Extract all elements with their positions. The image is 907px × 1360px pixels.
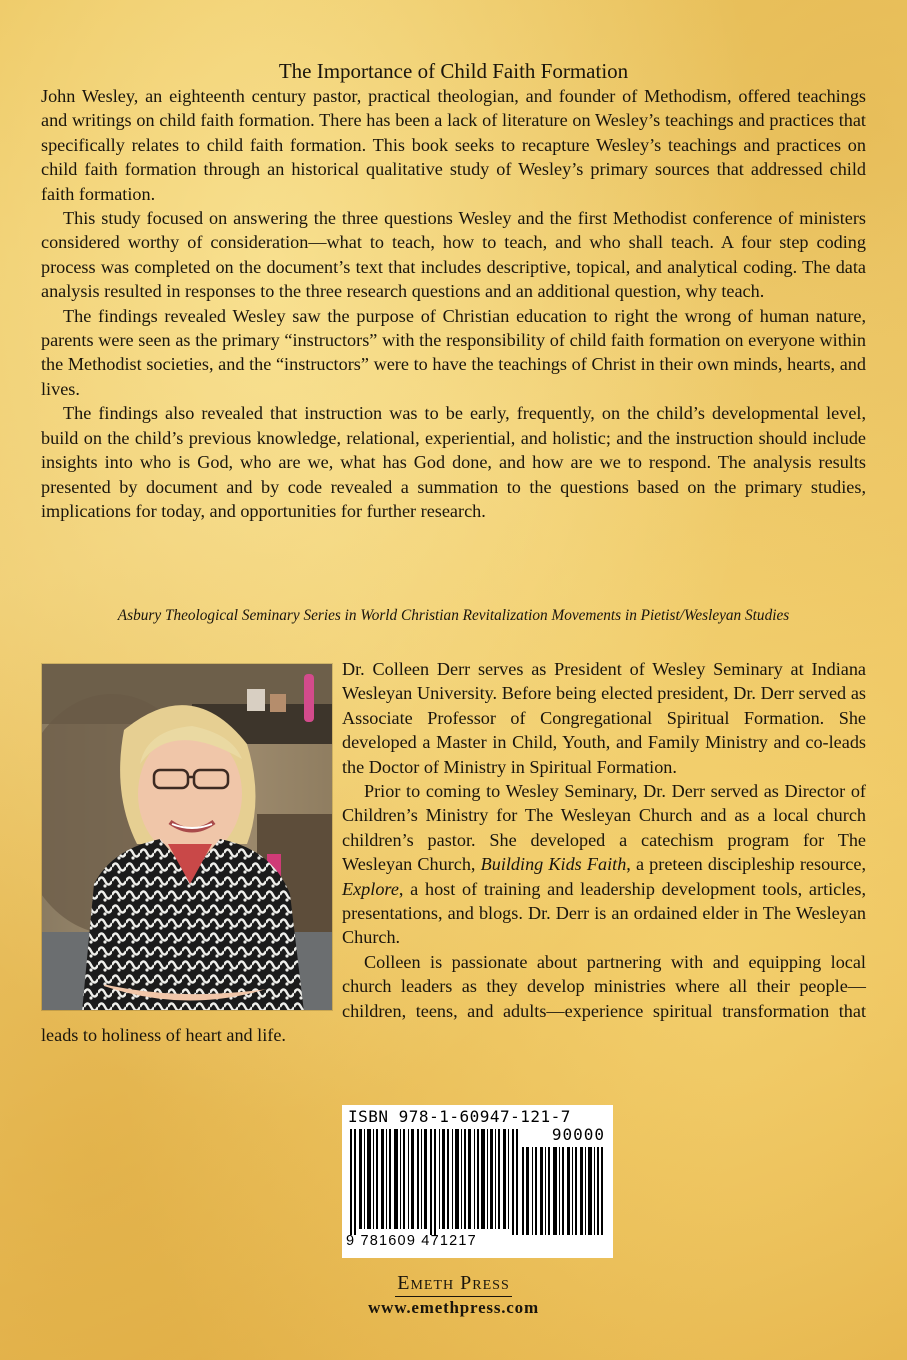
book-description: [41, 84, 866, 523]
publisher-url: www.emethpress.com: [368, 1298, 539, 1317]
book-title-explore: Explore: [342, 878, 399, 899]
bio-text: , a host of training and leadership development tools, articles, presentations, and blogs. Dr. Derr is an ordained elder in The Wesleyan Church.: [342, 878, 866, 948]
barcode: [342, 1105, 613, 1258]
isbn-number: ISBN 978-1-60947-121-7: [348, 1107, 571, 1126]
book-blurb-title: The Importance of Child Faith Formation: [278, 59, 629, 83]
book-title-building-kids-faith: Building Kids Faith: [480, 854, 627, 875]
price-addon-bars: [522, 1147, 604, 1235]
description-paragraph: This study focused on answering the three questions Wesley and the first Methodist conference of ministers considered worthy of consideration—what to teach, how to teach, and who shall teach. A four step coding process was completed on the document’s text that includes descriptive, topical, and analytical coding. The data analysis resulted in responses to the three research questions and an additional question, why teach.: [41, 208, 866, 302]
author-photo: [41, 663, 333, 1011]
publisher-name: Emeth Press: [395, 1270, 511, 1297]
bio-text: Prior to coming to Wesley Seminary, Dr. Derr served as Director of Children’s Ministry for The Wesleyan Church and as a local church children’s pastor. She developed a catechism program for The Wesleyan Church,: [342, 781, 866, 875]
description-paragraph: The findings also revealed that instruction was to be early, frequently, on the child’s developmental level, build on the child’s previous knowledge, relational, experiential, and holistic; and the instruction should include insights into who is God, who are we, what has God done, and how are we to respond. The analysis results presented by document and by code revealed a summation to the questions based on the primary studies, implications for today, and opportunities for further research.: [41, 403, 866, 521]
series-name: Asbury Theological Seminary Series in World Christian Revitalization Movements in Pietist/Wesleyan Studies: [117, 607, 790, 624]
bio-paragraph: Colleen is passionate about partnering with and equipping local church leaders as they develop ministries where all their people—children, teens, and adults—experience spiritual transformation that leads to holiness of heart and life.: [41, 951, 866, 1046]
description-paragraph: The findings revealed Wesley saw the purpose of Christian education to right the wrong of human nature, parents were seen as the primary “instructors” with the responsibility of child faith formation on everyone within the Methodist societies, and the “instructors” were to have the teachings of Christ in their own minds, hearts, and lives.: [41, 305, 866, 399]
bio-paragraph: Dr. Colleen Derr serves as President of Wesley Seminary at Indiana Wesleyan University. Before being elected president, Dr. Derr served as Associate Professor of Congregational Spiritual Formation. She developed a Master in Child, Youth, and Family Ministry and co-leads the Doctor of Ministry in Spiritual Formation.: [342, 659, 866, 777]
description-paragraph: John Wesley, an eighteenth century pastor, practical theologian, and founder of Methodism, offered teachings and writings on child faith formation. There has been a lack of literature on Wesley’s teachings and practices that specifically relates to child faith formation. This book seeks to recapture Wesley’s teachings and practices on child faith formation through an historical qualitative study of Wesley’s primary sources that addressed child faith formation.: [41, 86, 866, 204]
ean-digits: 9 781609 471217: [346, 1233, 477, 1249]
ean-barcode-bars: [350, 1129, 518, 1235]
bio-text: , a preteen discipleship resource,: [626, 854, 867, 875]
price-code: 90000: [551, 1125, 605, 1144]
publisher-block: [0, 1270, 907, 1319]
